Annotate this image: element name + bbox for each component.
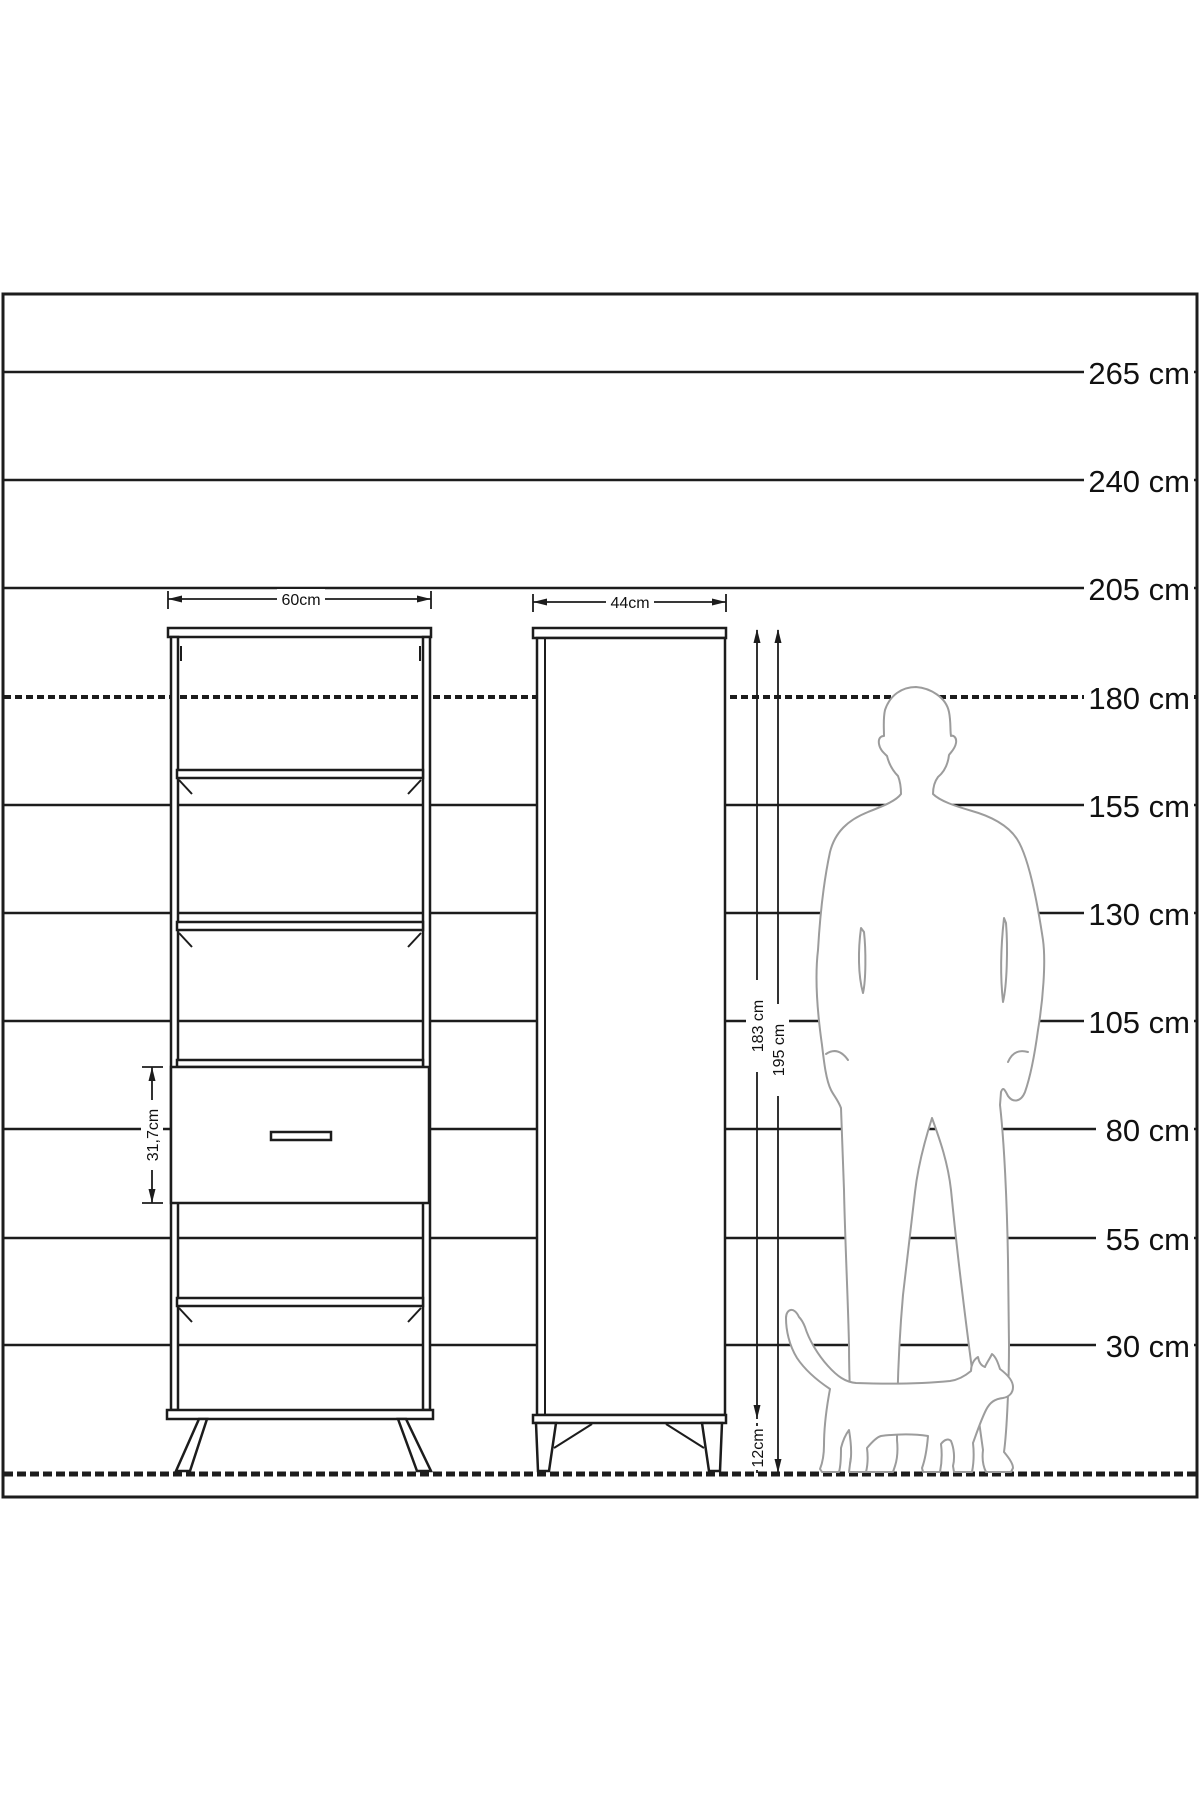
- side-depth-label: 44cm: [610, 595, 650, 612]
- scale-label-180: 180 cm: [1088, 681, 1190, 716]
- front-right-wall: [423, 637, 430, 1410]
- side-body: [537, 638, 725, 1415]
- front-top-panel: [168, 628, 431, 637]
- scale-label-80: 80 cm: [1105, 1113, 1190, 1148]
- dim-leg-height: [746, 1423, 768, 1473]
- scale-label-130: 130 cm: [1088, 897, 1190, 932]
- shelf: [177, 1298, 423, 1306]
- scale-label-105: 105 cm: [1088, 1005, 1190, 1040]
- front-width-label: 60cm: [281, 592, 321, 609]
- front-left-wall: [171, 637, 178, 1410]
- man-left-arm-gap: [859, 928, 865, 993]
- scale-label-55: 55 cm: [1105, 1222, 1190, 1257]
- scale-label-240: 240 cm: [1088, 464, 1190, 499]
- shelf: [177, 922, 423, 930]
- total-height-label: 195 cm: [771, 1023, 788, 1077]
- drawer-height-label: 31,7cm: [145, 1108, 162, 1162]
- scale-label-155: 155 cm: [1088, 789, 1190, 824]
- front-bottom-panel: [167, 1410, 433, 1419]
- drawer-handle: [271, 1132, 331, 1140]
- scale-label-30: 30 cm: [1105, 1329, 1190, 1364]
- carcass-height-label: 183 cm: [750, 999, 767, 1053]
- side-bottom-panel: [533, 1415, 726, 1423]
- leg-height-label: 12cm: [750, 1428, 767, 1468]
- shelf: [177, 770, 423, 778]
- scale-label-265: 265 cm: [1088, 356, 1190, 391]
- bookcase-side-view: [533, 628, 726, 1471]
- scale-label-205: 205 cm: [1088, 572, 1190, 607]
- side-top-panel: [533, 628, 726, 638]
